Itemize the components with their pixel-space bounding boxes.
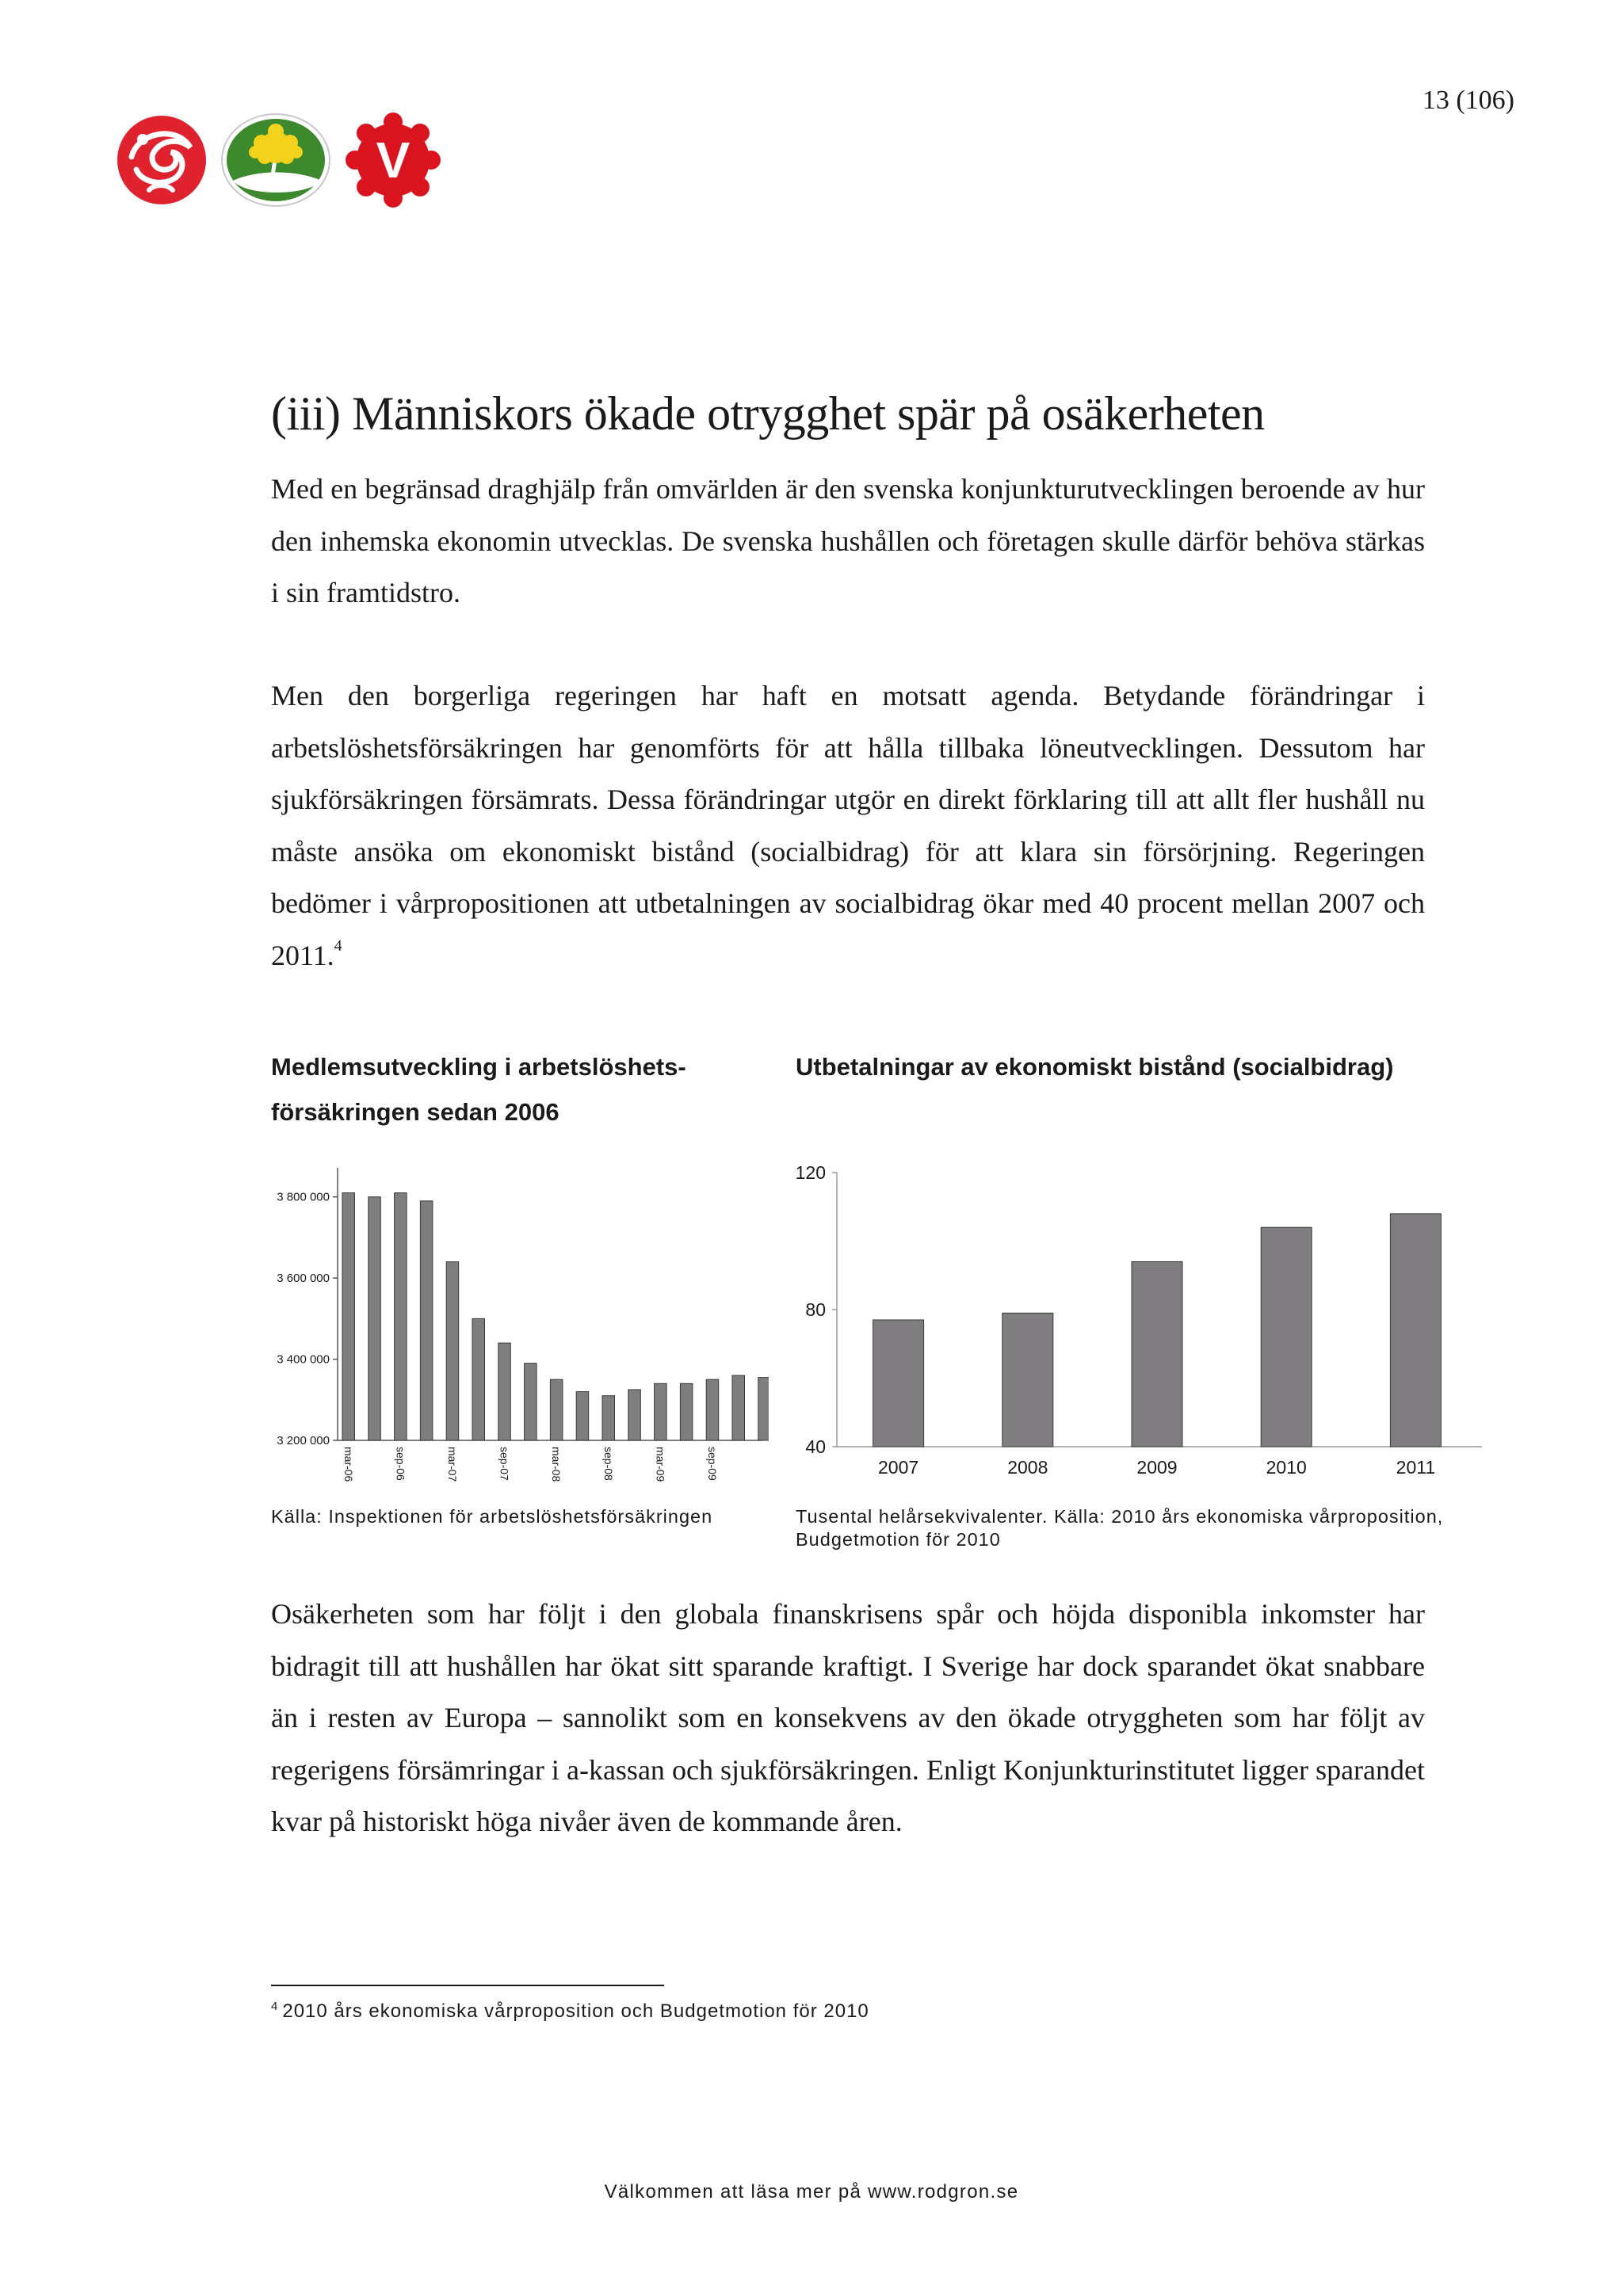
- chart-1-bar: [342, 1193, 355, 1440]
- footnote-ref: 4: [334, 936, 342, 955]
- chart-1-title-line-1: Medlemsutveckling i arbetslöshets-: [271, 1053, 686, 1081]
- dandelion-logo: [222, 114, 330, 206]
- chart-1-x-tick-label: mar-09: [654, 1447, 667, 1482]
- chart-2-source-line-1: Tusental helårsekvivalenter. Källa: 2010 års ekonomiska vårproposition,: [796, 1506, 1444, 1527]
- chart-1-x-tick-label: mar-08: [550, 1447, 563, 1482]
- chart-1-bar: [628, 1390, 641, 1440]
- chart-2-x-tick-label: 2009: [1136, 1457, 1178, 1478]
- carnation-v-letter: V: [376, 132, 411, 189]
- chart-1-bar: [525, 1363, 537, 1440]
- chart-1-y-tick-label: 3 400 000: [277, 1352, 330, 1367]
- chart-1-bar: [369, 1197, 381, 1440]
- paragraph-2-text: Men den borgerliga regeringen har haft en motsatt agenda. Betydande förändringar i arbetslöshetsförsäkringen har genomförts för att hålla tillbaka löneutvecklingen. Dessutom har sjukförsäkringen försämrats. Dessa förändringar utgör en direkt förklaring till att allt fler hushåll nu måste ansöka om ekonomiskt bistånd (socialbidrag) för att klara sin försörjning. Regeringen bedömer i vårpropositionen att utbetalningen av socialbidrag ökar med 40 procent mellan 2007 och 2011.: [271, 680, 1425, 971]
- chart-1-x-tick-label: sep-06: [394, 1447, 407, 1481]
- chart-1-bar: [472, 1318, 485, 1440]
- chart-2-x-tick-label: 2008: [1007, 1457, 1048, 1478]
- chart-1-bar: [680, 1383, 693, 1440]
- footnote: [271, 2000, 869, 2023]
- chart-1-x-tick-label: mar-07: [445, 1447, 459, 1482]
- chart-1-bar: [550, 1379, 563, 1440]
- chart-1-x-tick-label: mar-06: [342, 1447, 355, 1482]
- chart-2-source: [796, 1505, 1509, 1551]
- chart-1-bar: [732, 1375, 745, 1440]
- chart-1-y-tick-label: 3 800 000: [277, 1190, 330, 1204]
- carnation-v-logo: [346, 113, 441, 208]
- chart-1-bar: [420, 1201, 433, 1440]
- chart-2-bar: [1132, 1261, 1182, 1447]
- chart-2-y-tick-label: 120: [795, 1162, 826, 1183]
- page-number: 13 (106): [1422, 86, 1514, 115]
- chart-2-bar: [873, 1320, 924, 1447]
- section-heading: (iii) Människors ökade otrygghet spär på osäkerheten: [271, 387, 1265, 440]
- chart-1-membership: [262, 1157, 769, 1489]
- chart-1-bar: [576, 1392, 589, 1440]
- chart-1-title-line-2: försäkringen sedan 2006: [271, 1098, 559, 1126]
- chart-1-x-tick-label: sep-07: [498, 1447, 511, 1481]
- chart-2-bar: [1390, 1214, 1441, 1447]
- chart-2-x-tick-label: 2011: [1396, 1457, 1436, 1478]
- chart-2-y-tick-label: 80: [805, 1299, 826, 1320]
- rose-logo: [117, 116, 206, 204]
- chart-2-y-tick-label: 40: [805, 1436, 826, 1457]
- footnote-text: 2010 års ekonomiska vårproposition och Budgetmotion för 2010: [282, 2000, 869, 2022]
- chart-1-bar: [446, 1262, 459, 1440]
- chart-1-source: Källa: Inspektionen för arbetslöshetsförsäkringen: [271, 1506, 713, 1527]
- chart-1-bar: [655, 1383, 667, 1440]
- chart-2-bar: [1261, 1227, 1312, 1447]
- paragraph-1: Med en begränsad draghjälp från omvärlden är den svenska konjunkturutvecklingen beroende av hur den inhemska ekonomin utvecklas. De svenska hushållen och företagen skulle därför behöva stärkas i sin framtidstro.: [271, 473, 1425, 608]
- chart-1-bar: [395, 1193, 407, 1440]
- chart-1-x-tick-label: sep-09: [705, 1447, 719, 1481]
- chart-1-bar: [498, 1343, 511, 1440]
- party-logos: [114, 108, 447, 211]
- footnote-mark: 4: [271, 2000, 279, 2013]
- chart-2-x-tick-label: 2007: [878, 1457, 919, 1478]
- chart-2-x-tick-label: 2010: [1266, 1457, 1307, 1478]
- footer-link-text: Välkommen att läsa mer på www.rodgron.se: [604, 2181, 1019, 2203]
- chart-1-bar: [758, 1378, 769, 1440]
- paragraph-2: [271, 670, 1425, 982]
- chart-2-title-line: Utbetalningar av ekonomiskt bistånd (socialbidrag): [796, 1053, 1394, 1081]
- chart-2-bar: [1002, 1313, 1053, 1447]
- footnote-divider: [271, 1985, 664, 1986]
- chart-2-title: [796, 1044, 1445, 1089]
- chart-2-social-assistance: [785, 1157, 1482, 1489]
- chart-1-x-tick-label: sep-08: [601, 1447, 615, 1481]
- chart-2-source-line-2: Budgetmotion för 2010: [796, 1529, 1001, 1550]
- paragraph-3: Osäkerheten som har följt i den globala finanskrisens spår och höjda disponibla inkomster har bidragit till att hushållen har ökat sitt sparande kraftigt. I Sverige har dock sparandet ökat snabbare än i resten av Europa – sannolikt som en konsekvens av den ökade otryggheten som har följt av regerigens försämringar i a-kassan och sjukförsäkringen. Enligt Konjunkturinstitutet ligger sparandet kvar på historiskt höga nivåer även de kommande åren.: [271, 1598, 1425, 1837]
- chart-1-y-tick-label: 3 600 000: [277, 1272, 330, 1286]
- chart-1-bar: [602, 1396, 615, 1440]
- chart-1-title: [271, 1044, 778, 1135]
- chart-1-bar: [706, 1379, 719, 1440]
- chart-1-y-tick-label: 3 200 000: [277, 1434, 330, 1447]
